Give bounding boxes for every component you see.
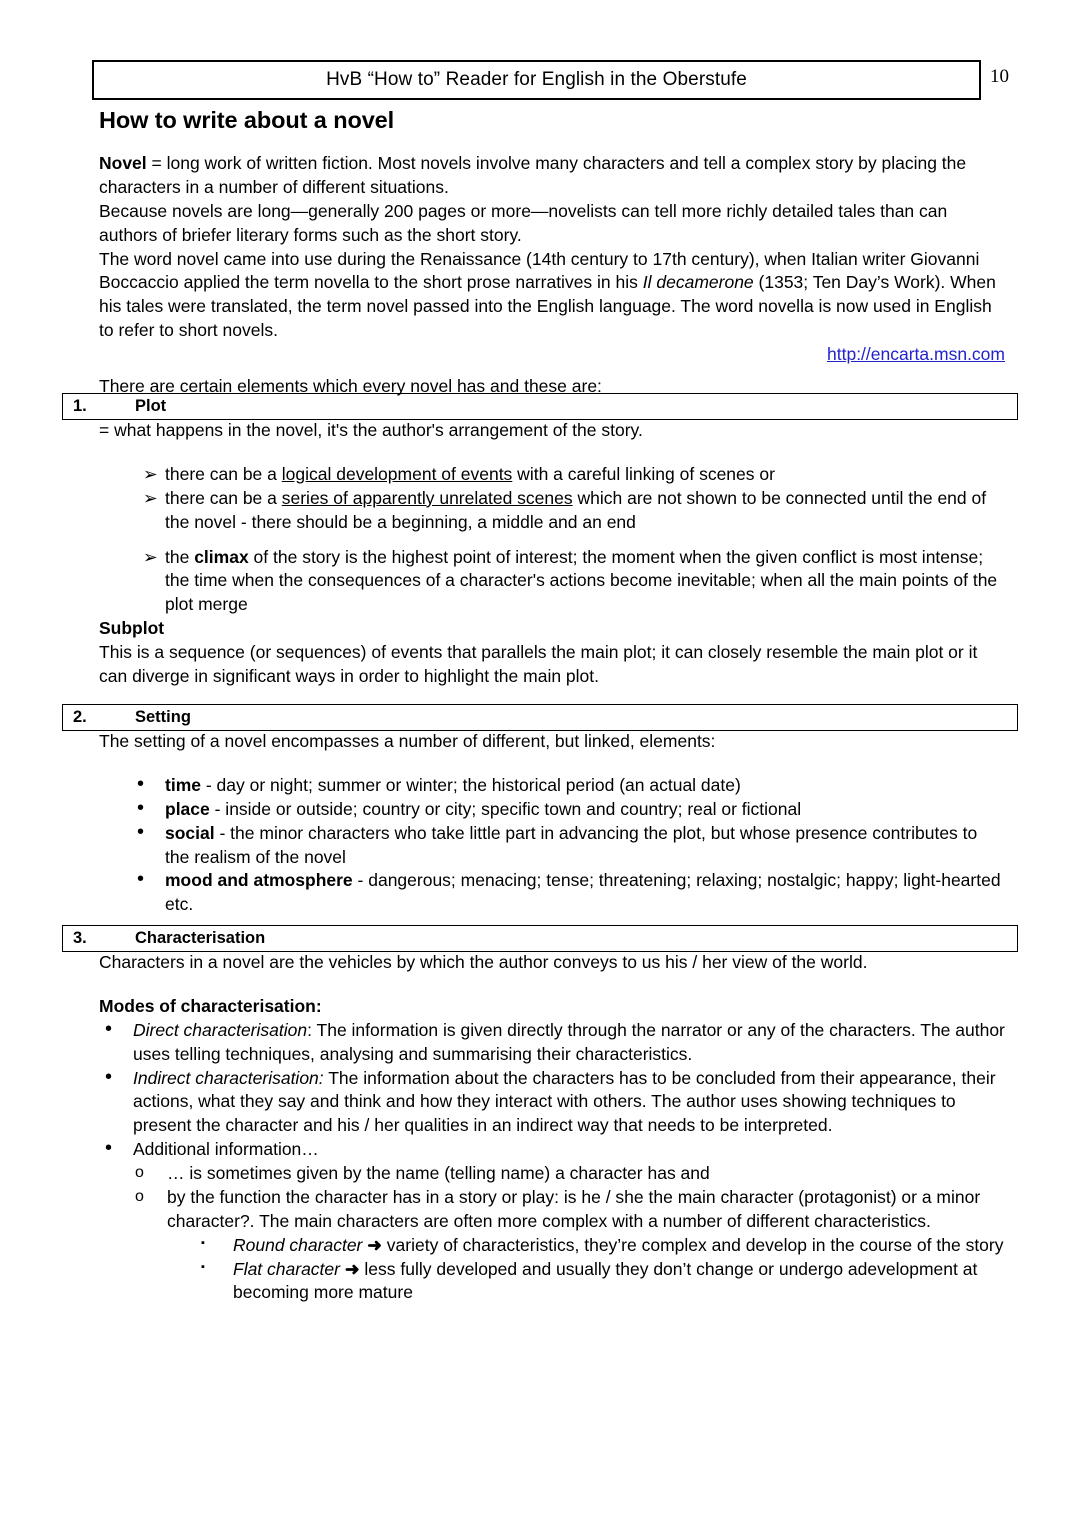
section-name-2: Setting	[135, 708, 191, 727]
intro-para3-b: (1353; Ten Day’s Work). When his tales were translated, the term novel passed into the English language. The word novella is now used in English to refer to short novels.	[99, 272, 996, 341]
intro-para3-italic: Il decamerone	[642, 272, 754, 293]
section-header-plot	[62, 393, 1018, 420]
character-types-list	[99, 1234, 1005, 1306]
round-character-label: Round character	[233, 1234, 363, 1255]
section-name-3: Characterisation	[135, 929, 266, 948]
arrow-bullet-icon: ➢	[143, 546, 158, 567]
additional-item-2: by the function the character has in a story or play: is he / she the main character (protagonist) or a minor character?. The main characters are often more complex with a number of different characteristics.	[167, 1186, 981, 1231]
right-arrow-icon: ➜	[344, 1258, 360, 1279]
climax-pre: the	[165, 546, 195, 567]
section-body-setting	[99, 730, 1005, 917]
dot-bullet-icon: •	[137, 820, 145, 843]
mode-direct-label: Direct characterisation	[133, 1019, 308, 1040]
plot-arrow-list	[99, 463, 1005, 535]
arrow-bullet-icon: ➢	[143, 487, 158, 508]
list-item	[99, 1019, 1005, 1067]
plot-bullet-1-underlined: logical development of events	[281, 463, 513, 484]
intro-paragraph-2: Because novels are long—generally 200 pages or more—novelists can tell more richly detailed tales than can authors of briefer literary forms such as the short story.	[99, 200, 948, 245]
section-body-characterisation	[99, 951, 1005, 1305]
plot-bullet-1-pre: there can be a	[165, 463, 282, 484]
list-item	[99, 463, 1005, 487]
flat-character-label: Flat character	[233, 1258, 340, 1279]
intro-paragraph-3	[99, 248, 1005, 344]
section-header-setting	[62, 704, 1018, 731]
intro-lead-in: There are certain elements which every novel has and these are:	[99, 375, 602, 396]
climax-term: climax	[194, 546, 249, 567]
list-item	[99, 1067, 1005, 1139]
subplot-text: This is a sequence (or sequences) of events that parallels the main plot; it can closely resemble the main plot or it can diverge in significant ways in order to highlight the main plot.	[99, 642, 978, 686]
section-number-1: 1.	[73, 397, 87, 416]
setting-social-text: - the minor characters who take little part in advancing the plot, but whose presence contributes to the realism of the novel	[165, 822, 978, 867]
dot-bullet-icon: •	[137, 796, 145, 819]
mode-indirect-text: The information about the characters has to be concluded from their appearance, their actions, what they say and think and how they interact with others. The author uses showing techniques to present the character and his / her qualities in an indirect way that needs to be interpreted.	[133, 1067, 996, 1136]
intro-para1-text: = long work of written fiction. Most novels involve many characters and tell a complex story by placing the characters in a number of different situations.	[99, 153, 967, 197]
setting-place-text: - inside or outside; country or city; specific town and country; real or fictional	[209, 798, 802, 819]
list-item	[99, 1138, 1005, 1162]
section-number-3: 3.	[73, 929, 87, 948]
plot-bullet-2-post: which are not shown to be connected until the end of the novel - there should be a beginning, a middle and an end	[165, 487, 987, 532]
plot-bullet-2-underlined: series of apparently unrelated scenes	[281, 487, 573, 508]
circle-bullet-icon: o	[135, 1187, 144, 1205]
square-bullet-icon: ▪	[201, 1260, 205, 1273]
plot-intro: = what happens in the novel, it's the author's arrangement of the story.	[99, 420, 643, 440]
list-item	[99, 487, 1005, 535]
page-title: How to write about a novel	[99, 107, 395, 133]
square-bullet-icon: ▪	[201, 1236, 205, 1249]
source-url-link[interactable]: http://encarta.msn.com	[827, 344, 1005, 364]
dot-bullet-icon: •	[105, 1137, 113, 1160]
section-name-1: Plot	[135, 397, 167, 416]
list-item	[197, 1234, 1005, 1258]
dot-bullet-icon: •	[105, 1065, 113, 1088]
list-item	[197, 1258, 1005, 1306]
subplot-heading: Subplot	[99, 618, 165, 639]
setting-mood-text: - dangerous; menacing; tense; threatening; relaxing; nostalgic; happy; light-hearted etc.	[165, 870, 1001, 915]
list-item	[99, 822, 1005, 870]
additional-item-1: … is sometimes given by the name (telling name) a character has and	[167, 1163, 710, 1183]
setting-place-label: place	[165, 798, 210, 819]
list-item	[99, 869, 1005, 917]
modes-list	[99, 1019, 1005, 1162]
setting-time-text: - day or night; summer or winter; the historical period (an actual date)	[200, 774, 741, 795]
intro-paragraph-1	[99, 152, 1005, 200]
dot-bullet-icon: •	[137, 868, 145, 891]
climax-post: of the story is the highest point of interest; the moment when the given conflict is most intense; the time when the consequences of a character's actions become inevitable; when all the main points of the plot merge	[165, 546, 998, 615]
mode-indirect-label: Indirect characterisation:	[133, 1067, 324, 1088]
list-item	[133, 1162, 1005, 1186]
page-header	[0, 60, 1080, 102]
additional-info-heading: Additional information…	[133, 1139, 319, 1160]
additional-info-list	[99, 1162, 1005, 1234]
right-arrow-icon: ➜	[367, 1234, 382, 1255]
modes-heading: Modes of characterisation:	[99, 995, 322, 1016]
section-header-characterisation	[62, 925, 1018, 952]
setting-intro: The setting of a novel encompasses a number of different, but linked, elements:	[99, 731, 716, 751]
header-title-box	[92, 60, 981, 100]
plot-climax-list	[99, 546, 1005, 618]
setting-time-label: time	[165, 774, 201, 795]
page-number: 10	[990, 66, 1009, 87]
characterisation-intro: Characters in a novel are the vehicles by which the author conveys to us his / her view of the world.	[99, 952, 868, 972]
flat-character-text: less fully developed and usually they don’t change or undergo adevelopment at becoming more mature	[233, 1258, 978, 1303]
intro-block	[99, 152, 1005, 399]
arrow-bullet-icon: ➢	[143, 463, 158, 484]
mode-direct-text: : The information is given directly through the narrator or any of the characters. The author uses telling techniques, analysing and summarising their characteristics.	[133, 1019, 1005, 1064]
list-item	[99, 774, 1005, 798]
list-item	[133, 1186, 1005, 1234]
source-url-line	[99, 343, 1005, 367]
list-item	[99, 798, 1005, 822]
header-title: HvB “How to” Reader for English in the Oberstufe	[326, 68, 747, 90]
setting-bullet-list	[99, 774, 1005, 917]
section-body-plot	[99, 419, 1005, 689]
setting-mood-label: mood and atmosphere	[165, 870, 353, 891]
dot-bullet-icon: •	[137, 772, 145, 795]
dot-bullet-icon: •	[105, 1017, 113, 1040]
circle-bullet-icon: o	[135, 1164, 144, 1181]
round-character-text: variety of characteristics, they’re complex and develop in the course of the story	[381, 1234, 1004, 1255]
setting-social-label: social	[165, 822, 215, 843]
term-novel: Novel	[99, 153, 147, 173]
plot-bullet-2-pre: there can be a	[165, 487, 282, 508]
section-number-2: 2.	[73, 708, 87, 727]
list-item	[99, 546, 1005, 618]
intro-para3-a: The word novel came into use during the Renaissance (14th century to 17th century), when Italian writer Giovanni Boccaccio applied the term novella to the short prose narratives in his	[99, 248, 980, 293]
plot-bullet-1-post: with a careful linking of scenes or	[512, 463, 775, 484]
